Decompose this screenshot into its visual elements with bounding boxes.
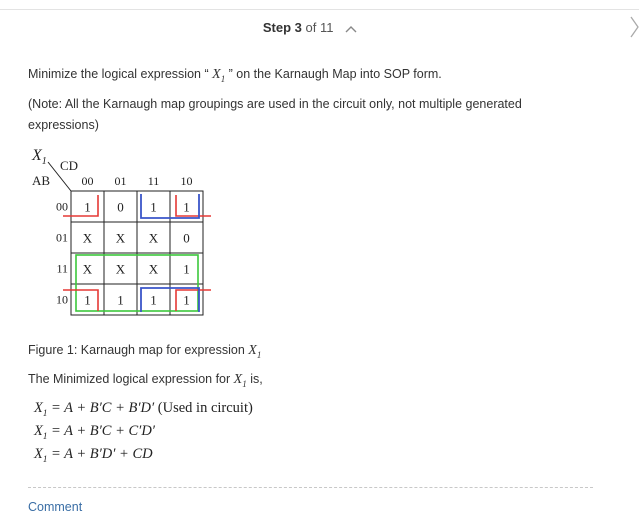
- comment-link[interactable]: Comment: [28, 500, 83, 514]
- kmap-cell: X: [115, 261, 126, 277]
- figure-caption-text: Figure 1: Karnaugh map for expression: [28, 343, 245, 357]
- kmap-cell: 1: [183, 292, 190, 308]
- note-text: (Note: All the Karnaugh map groupings are used in the circuit only, not multiple generated expressions): [28, 97, 522, 132]
- kmap-cell: X: [82, 261, 93, 277]
- expression-2: $X_1 = A + B'C + C'D'$: [34, 423, 155, 441]
- kmap-row-label: 11: [56, 261, 68, 276]
- figure-caption-var: $X_1$: [248, 343, 262, 360]
- result-intro: [28, 369, 263, 395]
- kmap-col-label: 11: [147, 174, 160, 188]
- result-intro-suffix: is,: [250, 372, 263, 386]
- instruction-prefix: Minimize the logical expression “: [28, 67, 209, 81]
- kmap-cell: 0: [183, 230, 190, 246]
- result-intro-var: $X_1$: [233, 372, 247, 389]
- kmap-col-var: CD: [60, 158, 79, 173]
- kmap-row-label: 00: [56, 199, 68, 214]
- kmap-cell: X: [82, 230, 93, 246]
- instruction-var: $X_1$: [212, 67, 226, 84]
- top-divider: [0, 9, 639, 10]
- step-label: Step 3: [262, 20, 302, 35]
- kmap-cell: 1: [183, 199, 190, 215]
- kmap-cell: 1: [117, 292, 124, 308]
- instruction-text: [28, 64, 442, 90]
- expression-1: $X_1 = A + B'C + B'D'$ (Used in circuit): [34, 400, 253, 418]
- karnaugh-map: [26, 142, 226, 332]
- step-header[interactable]: [0, 20, 620, 36]
- kmap-group-red: [176, 290, 211, 311]
- expression-1-note: (Used in circuit): [157, 400, 253, 416]
- chevron-right-icon[interactable]: [629, 14, 639, 40]
- dashed-divider: [28, 487, 593, 488]
- instruction-suffix: ” on the Karnaugh Map into SOP form.: [228, 67, 442, 81]
- step-total: of 11: [305, 20, 334, 35]
- kmap-row-var: AB: [32, 173, 51, 188]
- kmap-cell: X: [115, 230, 126, 246]
- kmap-col-label: 00: [81, 174, 94, 188]
- figure-caption: [28, 340, 261, 366]
- expression-3: $X_1 = A + B'D'$ + CD: [34, 446, 153, 464]
- kmap-cell: 1: [84, 292, 91, 308]
- kmap-cell: 1: [84, 199, 91, 215]
- kmap-cell: 1: [150, 199, 157, 215]
- kmap-cell: 1: [183, 261, 190, 277]
- kmap-group-red: [63, 195, 98, 216]
- kmap-col-label: 10: [180, 174, 193, 188]
- kmap-row-label: 01: [56, 230, 68, 245]
- kmap-cell: 1: [150, 292, 157, 308]
- kmap-row-label: 10: [56, 292, 68, 307]
- chevron-up-icon[interactable]: [345, 21, 357, 36]
- kmap-col-label: 01: [114, 174, 127, 188]
- kmap-cell: X: [148, 261, 159, 277]
- kmap-cell: 0: [117, 199, 124, 215]
- result-intro-text: The Minimized logical expression for: [28, 372, 231, 386]
- kmap-group-red: [176, 195, 211, 216]
- kmap-cell: X: [148, 230, 159, 246]
- kmap-title: $X_1$: [32, 147, 47, 167]
- kmap-group-red: [63, 290, 98, 311]
